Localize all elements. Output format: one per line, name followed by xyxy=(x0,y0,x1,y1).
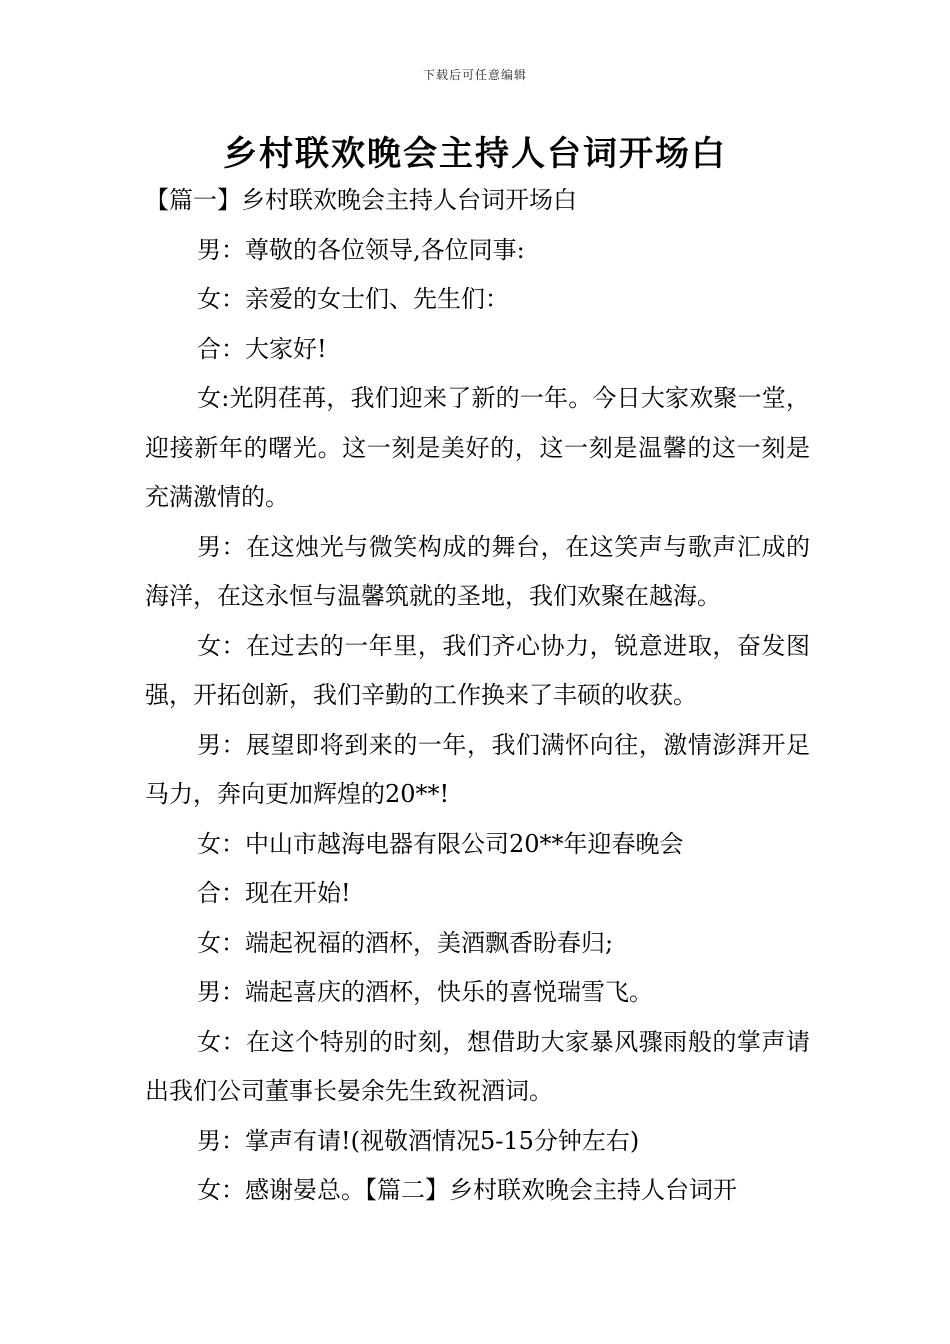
document-title: 乡村联欢晚会主持人台词开场白 xyxy=(223,134,727,174)
paragraph-12: 女：在这个特别的时刻，想借助大家暴风骤雨般的掌声请出我们公司董事长晏余先生致祝酒词。 xyxy=(145,1027,810,1105)
paragraph-8: 女：中山市越海电器有限公司20**年迎春晚会 xyxy=(197,829,684,858)
paragraph-11: 男：端起喜庆的酒杯，快乐的喜悦瑞雪飞。 xyxy=(197,978,653,1006)
paragraph-4: 女:光阴荏苒，我们迎来了新的一年。今日大家欢聚一堂，迎接新年的曙光。这一刻是美好的，这一刻是温馨的这一刻是充满激情的。 xyxy=(145,384,810,511)
header-note: 下载后可任意编辑 xyxy=(422,68,527,82)
document-body xyxy=(145,176,810,1216)
section-heading: 【篇一】乡村联欢晚会主持人台词开场白 xyxy=(145,186,577,214)
paragraph-9: 合：现在开始! xyxy=(197,879,351,907)
paragraph-1: 男：尊敬的各位领导,各位同事: xyxy=(197,235,525,264)
paragraph-7: 男：展望即将到来的一年，我们满怀向往，激情澎湃开足马力，奔向更加辉煌的20**! xyxy=(145,730,810,808)
paragraph-5: 男：在这烛光与微笑构成的舞台，在这笑声与歌声汇成的海洋，在这永恒与温馨筑就的圣地，我们欢聚在越海。 xyxy=(145,532,810,610)
paragraph-2: 女：亲爱的女士们、先生们： xyxy=(197,285,509,313)
paragraph-3: 合：大家好! xyxy=(197,334,327,363)
paragraph-6: 女：在过去的一年里，我们齐心协力，锐意进取，奋发图强，开拓创新，我们辛勤的工作换来了丰硕的收获。 xyxy=(145,631,810,709)
paragraph-13: 男：掌声有请!(视敬酒情况5-15分钟左右) xyxy=(197,1126,640,1155)
paragraph-10: 女：端起祝福的酒杯，美酒飘香盼春归; xyxy=(197,928,614,957)
paragraph-14: 女：感谢晏总。【篇二】乡村联欢晚会主持人台词开 xyxy=(197,1176,737,1204)
